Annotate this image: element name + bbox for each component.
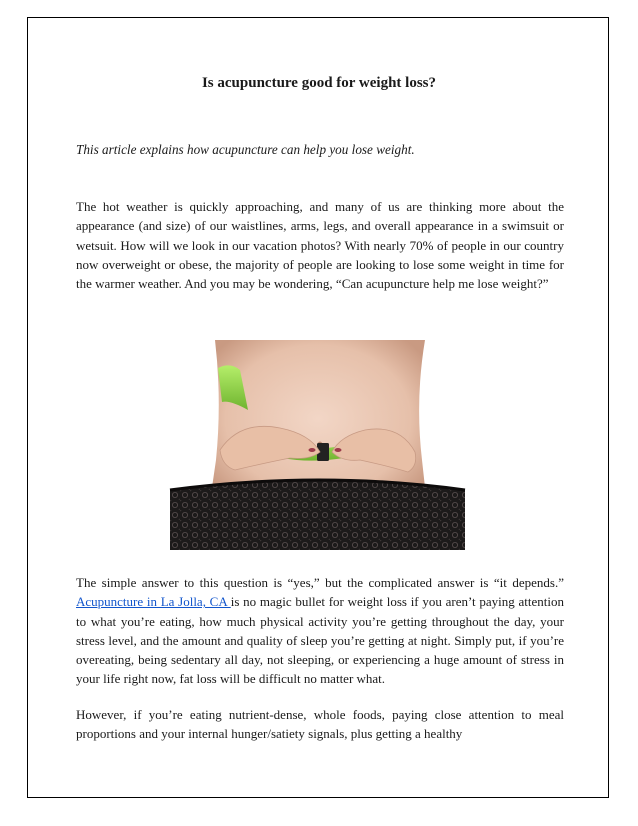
article-subtitle: This article explains how acupuncture can help you lose weight. [76,142,415,157]
lace-garment [170,480,465,550]
answer-text-end: is no magic bullet for weight loss if you aren’t paying attention to what you’re eating, how much physical activity you’re getting throughout the day, your stress level, and the amount and quality of sleep you’re getting at night. Simply put, if you’re overeating, being sedentary all day, not sleeping, or experiencing a huge amount of stress in your life right now, fat loss will be difficult no matter what. [76,594,564,687]
acupuncture-la-jolla-link[interactable]: Acupuncture in La Jolla, CA [76,594,231,610]
however-paragraph: However, if you’re eating nutrient-dense, whole foods, paying close attention to meal proportions and your internal hunger/satiety signals, plus getting a healthy [76,707,564,742]
waist-measuring-tape-photo [160,340,475,550]
answer-paragraph [76,573,564,689]
article-title: Is acupuncture good for weight loss? [201,75,437,91]
photo-illustration [160,340,475,550]
answer-text-start: The simple answer to this question is “yes,” but the complicated answer is “it depends.” [76,575,564,590]
intro-paragraph: The hot weather is quickly approaching, and many of us are thinking more about the appearance (and size) of our waistlines, arms, legs, and overall appearance in a swimsuit or wetsuit. How will we look in our vacation photos? With nearly 70% of people in our country now overweight or obese, the majority of people are looking to lose some weight in time for the warmer weather. And you may be wondering, “Can acupuncture help me lose weight?” [76,199,564,292]
